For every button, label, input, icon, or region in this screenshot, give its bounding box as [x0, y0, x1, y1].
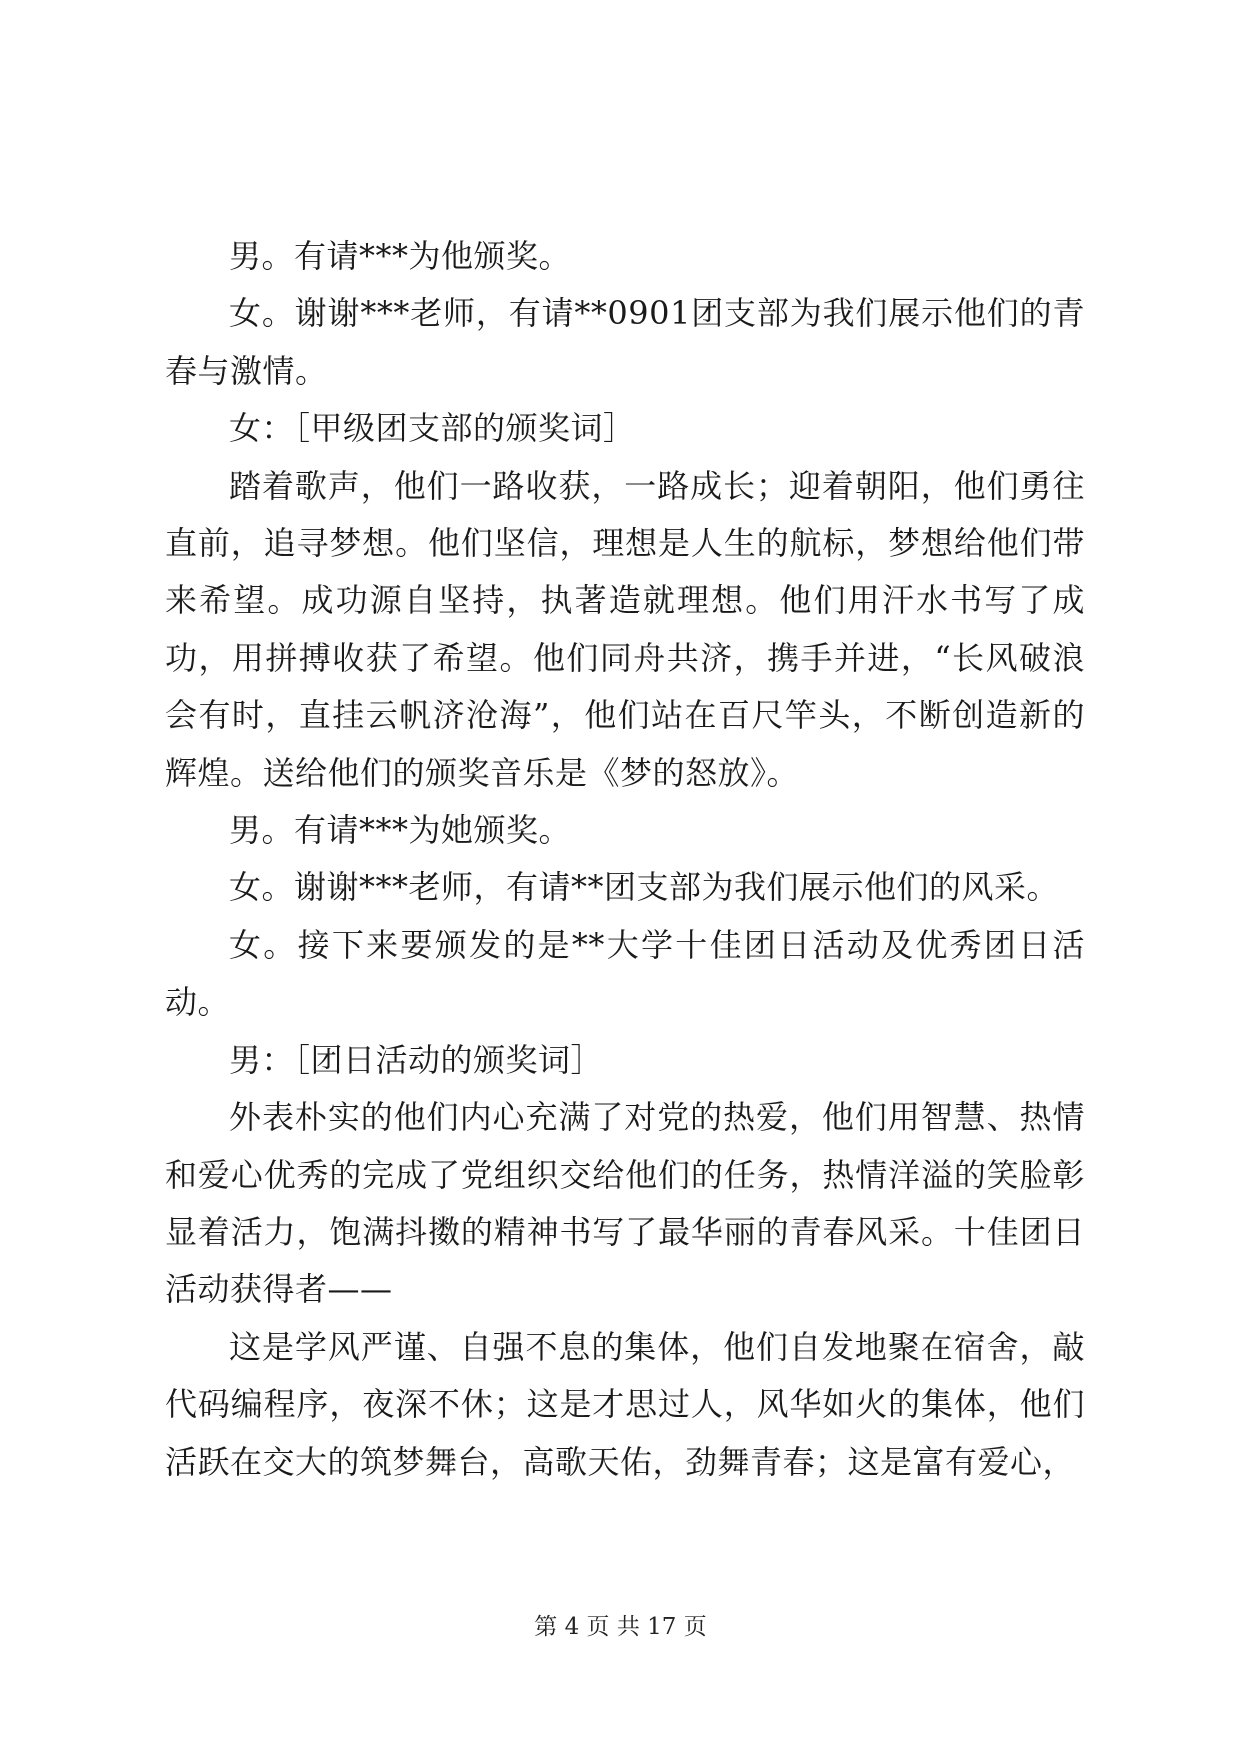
- page-number-footer: 第 4 页 共 17 页: [534, 1614, 707, 1640]
- paragraph: 男。有请***为她颁奖。: [229, 811, 572, 850]
- paragraph: 外表朴实的他们内心充满了对党的热爱，他们用智慧、热情和爱心优秀的完成了党组织交给他们的任务，热情洋溢的笑脸彰显着活力，饱满抖擞的精神书写了最华丽的青春风采。十佳团日活动获得者——: [165, 1098, 1085, 1309]
- paragraph: 女：［甲级团支部的颁奖词］: [229, 409, 636, 448]
- paragraph: 女。接下来要颁发的是**大学十佳团日活动及优秀团日活动。: [165, 925, 1085, 1022]
- document-body: [165, 228, 1085, 1491]
- paragraph: 踏着歌声，他们一路收获，一路成长；迎着朝阳，他们勇往直前，追寻梦想。他们坚信，理想是人生的航标，梦想给他们带来希望。成功源自坚持，执著造就理想。他们用汗水书写了成功，用拼搏收获了希望。他们同舟共济，携手并进，“长风破浪会有时，直挂云帆济沧海”，他们站在百尺竿头，不断创造新的辉煌。送给他们的颁奖音乐是《梦的怒放》。: [165, 466, 1085, 792]
- paragraph: 女。谢谢***老师，有请**0901团支部为我们展示他们的青春与激情。: [165, 294, 1085, 390]
- paragraph: 男。有请***为他颁奖。: [229, 237, 572, 275]
- paragraph: 这是学风严谨、自强不息的集体，他们自发地聚在宿舍，敲代码编程序，夜深不休；这是才思过人，风华如火的集体，他们活跃在交大的筑梦舞台，高歌天佑，劲舞青春；这是富有爱心，: [165, 1327, 1085, 1481]
- paragraph: 女。谢谢***老师，有请**团支部为我们展示他们的风采。: [229, 868, 1060, 907]
- paragraph: 男：［团日活动的颁奖词］: [229, 1040, 604, 1079]
